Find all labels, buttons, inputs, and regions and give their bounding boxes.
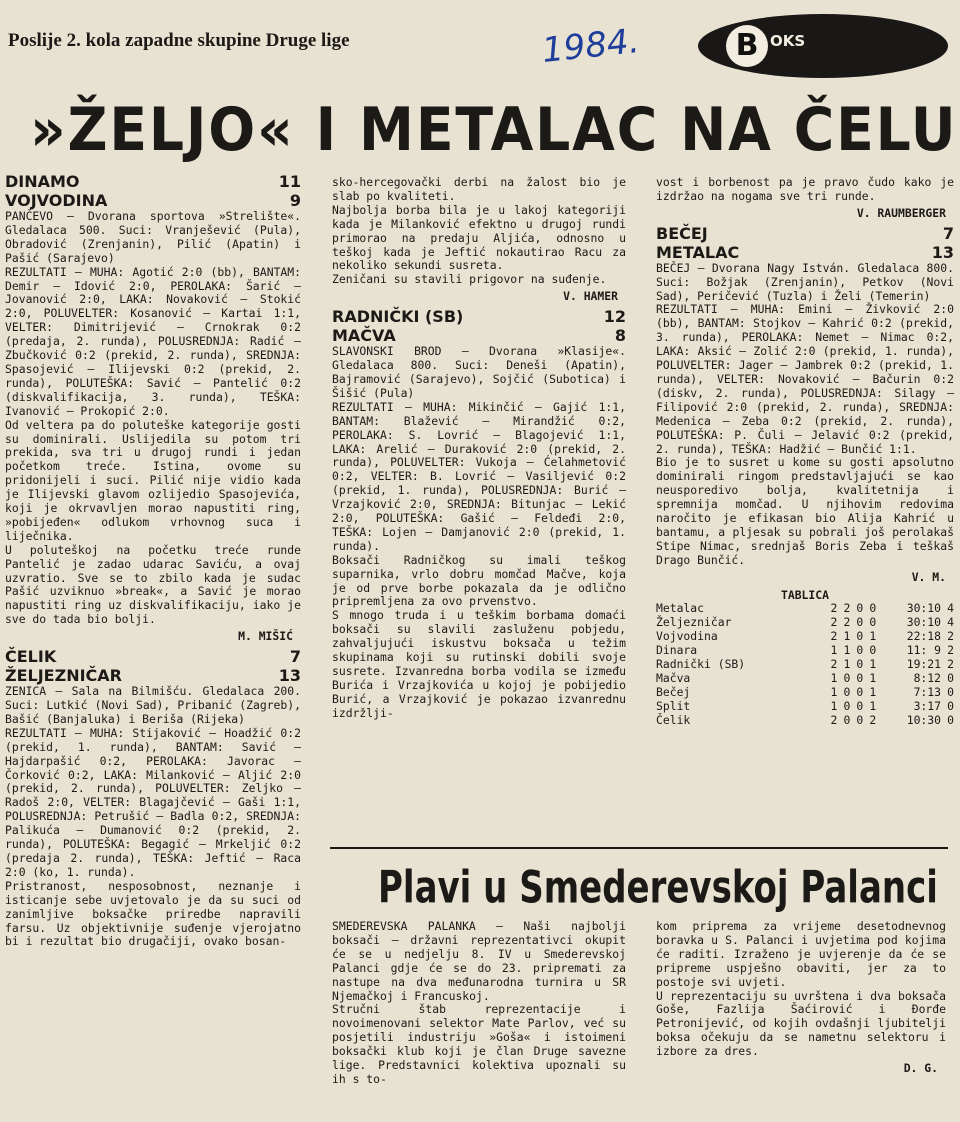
score-line [332, 326, 626, 345]
team-score: 12 [603, 307, 626, 327]
stat-cell: 0 [843, 684, 851, 699]
team-name: DINAMO [5, 172, 80, 191]
table-row [656, 644, 954, 658]
paragraph: REZULTATI — MUHA: Mikinčić — Gajić 1:1, BANTAM: Blažević — Mirandžić 0:2, PEROLAKA: S. Lovrić — Blagojević 1:1, LAKA: Arelić — Duraković 2:0 (prekid, 2. runda), POLUVELTER: Vukoja — Ćelahmetović 0:2, VELTER: B. Lovrić — Vasiljević 0:2 (prekid, 1. runda), POLUSREDNJA: Burić — Vrzajković 2:0, SREDNJA: Bitunjac — Lekić 2:0, POLUTEŠKA: Gašić — Feldeđi 2:0, TEŠKA: Lojen — Damjanović 2:0 (prekid, 1. runda). [332, 399, 626, 553]
score-line [5, 191, 301, 210]
paragraph: vost i borbenost pa je pravo čudo kako je izdržao na nogama sve tri runde. [656, 175, 954, 203]
score-line [5, 666, 301, 685]
team-cell: Mačva [656, 671, 691, 685]
stat-cell: 1 [843, 643, 851, 658]
stat-cell: 3:17 [913, 698, 942, 713]
team-cell: Željezničar [656, 615, 732, 630]
team-score: 8 [614, 326, 626, 346]
stat-cell: 0 [843, 712, 851, 727]
score-line [656, 243, 954, 262]
stat-cell: 0 [856, 601, 864, 616]
stat-cell: 0 [843, 671, 851, 685]
stat-cell: 2 [830, 601, 838, 616]
team-name: ŽELJEZNIČAR [5, 666, 122, 686]
stat-cell: 30:10 [906, 601, 942, 616]
stat-cell: 1 [869, 629, 877, 644]
paragraph: U poluteškoj na početku treće runde Pantelić je zadao udarac Saviću, a ovaj uzvratio. Sve se to zbilo kada je sudac Pašić uzviknuo »break«, a Savić je morao napustiti ring uz diskvalifikaciju, iako je sve do tada bio bolji. [5, 542, 301, 627]
team-cell: Split [656, 698, 691, 713]
stat-cell: 0 [856, 615, 864, 630]
stat-cell: 0 [947, 671, 954, 685]
author: V. HAMER [563, 289, 618, 304]
stat-cell: 0 [856, 698, 864, 713]
stat-cell: 2 [947, 643, 954, 658]
boks-logo [698, 14, 948, 78]
stat-cell: 2 [843, 615, 851, 630]
paragraph: U reprezentaciju su uvrštena i dva boksača Goše, Fazlija Šaćirović i Đorđe Petronijević, od kojih ovdašnji ljubitelji boksa očekuju da se nametnu selektoru i izbore za dres. [656, 988, 946, 1059]
stat-cell: 0 [856, 643, 864, 658]
boks-logo-text: OKS [770, 32, 806, 50]
paragraph: Boksači Radničkog su imali teškog suparnika, vrlo dobru momčad Mačve, koja je od prve borbe pokazala da je odlično pripremljena za ovo prvenstvo. [332, 552, 626, 609]
team-name: ČELIK [5, 647, 57, 667]
paragraph: REZULTATI — MUHA: Agotić 2:0 (bb), BANTAM: Demir — Idović 2:0, PEROLAKA: Šarić — Jovanović 2:0, LAKA: Novaković — Stokić 2:0, POLUVELTER: Kosanović — Kartai 1:1, VELTER: Dimitrijević — Crnokrak 0:2 (predaja, 2. runda), POLUSREDNJA: Radić — Zbučković 0:2 (prekid, 2. runda), SREDNJA: Spasojević — Ilijevski 0:2 (prekid, 2. runda), POLUTEŠKA: Savić — Pantelić 0:2 (diskvalifikacija, 3. runda), TEŠKA: Ivanović — Prokopić 2:0. [5, 264, 301, 418]
stat-cell: 1 [830, 684, 838, 699]
team-score: 13 [278, 666, 301, 686]
headline: »ŽELJO« I METALAC NA ČELU [30, 95, 958, 165]
team-cell: Čelik [656, 712, 691, 727]
paragraph: BEČEJ — Dvorana Nagy István. Gledalaca 800. Suci: Božjak (Zrenjanin), Petkov (Novi Sad), Peričević (Tuzla) i Želi (Temerin) [656, 260, 954, 303]
stat-cell: 2 [869, 712, 877, 727]
paragraph: Pristranost, nesposobnost, neznanje i isticanje sebe uvjetovalo je da su suci od zanimljive boksačke priredbe napravili farsu. Uz objektivnije suđenje vjerojatno bi i rezultat bio drugačiji, ovako bosan- [5, 878, 301, 949]
paragraph: Bio je to susret u kome su gosti apsolutno dominirali ringom predstavljajući se kao neusporedivo bolja, kvalitetnija i spremnija momčad. U njihovim redovima naročito je efikasan bio Alija Kahrić u bantamu, a pljesak su pobrali još perolakaš Stipe Nimac, srednjaš Boris Zeba i teškaš Drago Bunčić. [656, 455, 954, 567]
stat-cell: 1 [843, 629, 851, 644]
team-cell: Radnički (SB) [656, 657, 746, 672]
stat-cell: 2 [830, 629, 838, 644]
team-cell: Dinara [656, 643, 698, 658]
article2-headline: Plavi u Smederevskoj Palanci [378, 862, 938, 915]
paragraph: REZULTATI — MUHA: Stijaković — Hoadžić 0:2 (prekid, 1. runda), BANTAM: Savić — Hajdarpašić 0:2, PEROLAKA: Javorac — Čorković 0:2, LAKA: Milanković — Aljić 2:0 (prekid, 2. runda), POLUVELTER: Zeljko — Radoš 2:0, VELTER: Blagajčević — Gaši 1:1, POLUSREDNJA: Petrušić — Badla 0:2, SREDNJA: Palikuća — Dumanović 0:2 (prekid, 2. runda), POLUTEŠKA: Begagić — Mrkeljić 0:2 (predaja 2. runda), TEŠKA: Jeftić — Raca 2:0 (ko, 1. runda). [5, 725, 301, 879]
table-row [656, 630, 954, 644]
stat-cell: 10:30 [906, 712, 942, 727]
stat-cell: 7:13 [913, 684, 942, 699]
paragraph: kom priprema za vrijeme desetodnevnog boravka u S. Palanci i uvjetima pod kojima će raditi. Izraženo je uvjerenje da će se pripreme uspješno obaviti, jer za to postoje svi uvjeti. [656, 919, 946, 989]
stat-cell: 19:21 [906, 657, 942, 672]
stat-cell: 11: 9 [906, 643, 942, 658]
standings-table [656, 602, 954, 727]
stat-cell: 0 [856, 712, 864, 727]
stat-cell: 2 [947, 629, 954, 644]
team-score: 11 [278, 172, 301, 191]
table-title: TABLICA [780, 587, 829, 602]
author: V. M. [911, 569, 946, 584]
score-line [5, 647, 301, 666]
table-row [656, 658, 954, 672]
table-row [656, 672, 954, 686]
author: V. RAUMBERGER [856, 205, 946, 220]
author: D. G. [903, 1061, 938, 1076]
team-name: MAČVA [332, 326, 396, 346]
stat-cell: 4 [947, 601, 954, 616]
stat-cell: 0 [843, 698, 851, 713]
table-row [656, 714, 954, 728]
stat-cell: 2 [947, 657, 954, 672]
stat-cell: 2 [830, 657, 838, 672]
column-2 [332, 176, 626, 721]
stat-cell: 4 [947, 615, 954, 630]
paragraph: SLAVONSKI BROD — Dvorana »Klasije«. Gledalaca 800. Suci: Deneši (Apatin), Bajramović (Sarajevo), Sojčić (Subotica) i Šišić (Pula) [332, 344, 626, 400]
paragraph: Zeničani su stavili prigovor na suđenje. [332, 272, 607, 287]
stat-cell: 1 [869, 657, 877, 672]
stat-cell: 22:18 [906, 629, 942, 644]
stat-cell: 30:10 [906, 615, 942, 630]
stat-cell: 0 [856, 629, 864, 644]
stat-cell: 0 [869, 601, 877, 616]
team-cell: Metalac [656, 601, 705, 616]
article2-column-1 [332, 920, 626, 1087]
stat-cell: 0 [869, 615, 877, 630]
stat-cell: 8:12 [913, 671, 942, 685]
stat-cell: 2 [830, 615, 838, 630]
stat-cell: 1 [830, 643, 838, 658]
kicker: Poslije 2. kola zapadne skupine Druge lige [8, 30, 350, 51]
score-line [656, 224, 954, 243]
score-line [332, 307, 626, 326]
article2-column-2 [656, 920, 946, 1079]
boks-logo-letter: B [726, 25, 768, 67]
table-row [656, 616, 954, 630]
table-row [656, 686, 954, 700]
score-line [5, 172, 301, 191]
team-name: METALAC [656, 242, 740, 262]
paragraph: Najbolja borba bila je u lakoj kategoriji kada je Milanković efektno u drugoj rundi primorao na predaju Aljića, odnosno u teškoj kada je Jeftić nokautirao Racu za nekoliko sekundi susreta. [332, 202, 626, 273]
team-score: 7 [289, 647, 301, 667]
team-cell: Vojvodina [656, 629, 718, 644]
stat-cell: 0 [947, 712, 954, 727]
paragraph: PANČEVO — Dvorana sportova »Strelište«. Gledalaca 500. Suci: Vranješević (Pula), Obradović (Zrenjanin), Pilić (Apatin) i Pašić (Sarajevo) [5, 209, 301, 265]
stat-cell: 1 [830, 698, 838, 713]
stat-cell: 1 [830, 671, 838, 685]
paragraph: Stručni štab reprezentacije i novoimenovani selektor Mate Parlov, već su posjetili industriju »Goša« i istoimeni boksački klub koji je član Druge savezne lige. Predstavnici kolektiva upoznali su ih s to- [332, 1002, 626, 1086]
stat-cell: 2 [830, 712, 838, 727]
paragraph: ZENICA — Sala na Bilmišću. Gledalaca 200. Suci: Lutkić (Novi Sad), Pribanić (Zagreb), Bašić (Banjaluka) i Beriša (Rijeka) [5, 684, 301, 726]
paragraph: S mnogo truda i u teškim borbama domaći boksači su slavili zasluženu pobjedu, zahvaljujući iskustvu boksača u težim skupinama koji su rutinski dobili svoje susrete. Izvanredna borba vodila se između Burića i Vrzajkovića u kojoj je pobijedio Burić, a Vrzajković je pokazao izvanrednu izdržlji- [332, 608, 626, 720]
paragraph: Od veltera pa do poluteške kategorije gosti su dominirali. Uslijedila su potom tri prekida, sva tri u drugoj rundi i jedan početkom treće. Istina, ovome su pridonijeli i suci. Pilić nije vidio kada je Ilijevski glavom ozlijedio Spasojevića, koji je okrvavljen morao napustiti ring, »pobijeđen« odlukom vrhovnog suca i liječnika. [5, 417, 301, 543]
stat-cell: 1 [869, 684, 877, 699]
stat-cell: 0 [856, 657, 864, 672]
team-name: VOJVODINA [5, 191, 108, 210]
team-name: BEČEJ [656, 223, 708, 243]
team-score: 7 [942, 223, 954, 243]
author: M. MIŠIĆ [238, 629, 293, 644]
paragraph: REZULTATI — MUHA: Emini — Živković 2:0 (bb), BANTAM: Stojkov — Kahrić 0:2 (prekid, 3. runda), PEROLAKA: Nemet — Nimac 0:2, LAKA: Aksić — Zolić 2:0 (prekid, 1. runda), POLUVELTER: Jager — Jambrek 0:2 (prekid, 1. runda), VELTER: Novaković — Bačurin 0:2 (diskv, 2. runda), POLUSREDNJA: Silagy — Filipović 2:0 (prekid, 2. runda), SREDNJA: Medenica — Zeba 0:2 (prekid, 2. runda), POLUTEŠKA: P. Čuli — Jelavić 0:2 (prekid, 2. runda), TEŠKA: Hadžić — Bunčić 1:1. [656, 302, 954, 456]
stat-cell: 1 [843, 657, 851, 672]
stat-cell: 1 [869, 698, 877, 713]
handwritten-year: 1984. [540, 21, 642, 71]
stat-cell: 0 [947, 684, 954, 699]
paragraph: SMEDEREVSKA PALANKA — Naši najbolji boksači — državni reprezentativci okupit će se u nedjelju 8. IV u Smederevskoj Palanci gdje će se do 23. pripremati za nastupe na dva međunarodna turnira u SR Njemačkoj i Francuskoj. [332, 919, 626, 1003]
column-3 [656, 176, 954, 728]
stat-cell: 1 [869, 671, 877, 685]
team-score: 9 [289, 191, 301, 210]
paragraph: sko-hercegovački derbi na žalost bio je slab po kvaliteti. [332, 175, 626, 203]
divider-rule [330, 847, 948, 849]
stat-cell: 0 [856, 684, 864, 699]
stat-cell: 0 [856, 671, 864, 685]
team-score: 13 [931, 242, 954, 262]
stat-cell: 0 [869, 643, 877, 658]
team-cell: Bečej [656, 684, 691, 699]
table-row [656, 700, 954, 714]
stat-cell: 2 [843, 601, 851, 616]
column-1 [5, 172, 301, 949]
team-name: RADNIČKI (SB) [332, 307, 464, 327]
stat-cell: 0 [947, 698, 954, 713]
